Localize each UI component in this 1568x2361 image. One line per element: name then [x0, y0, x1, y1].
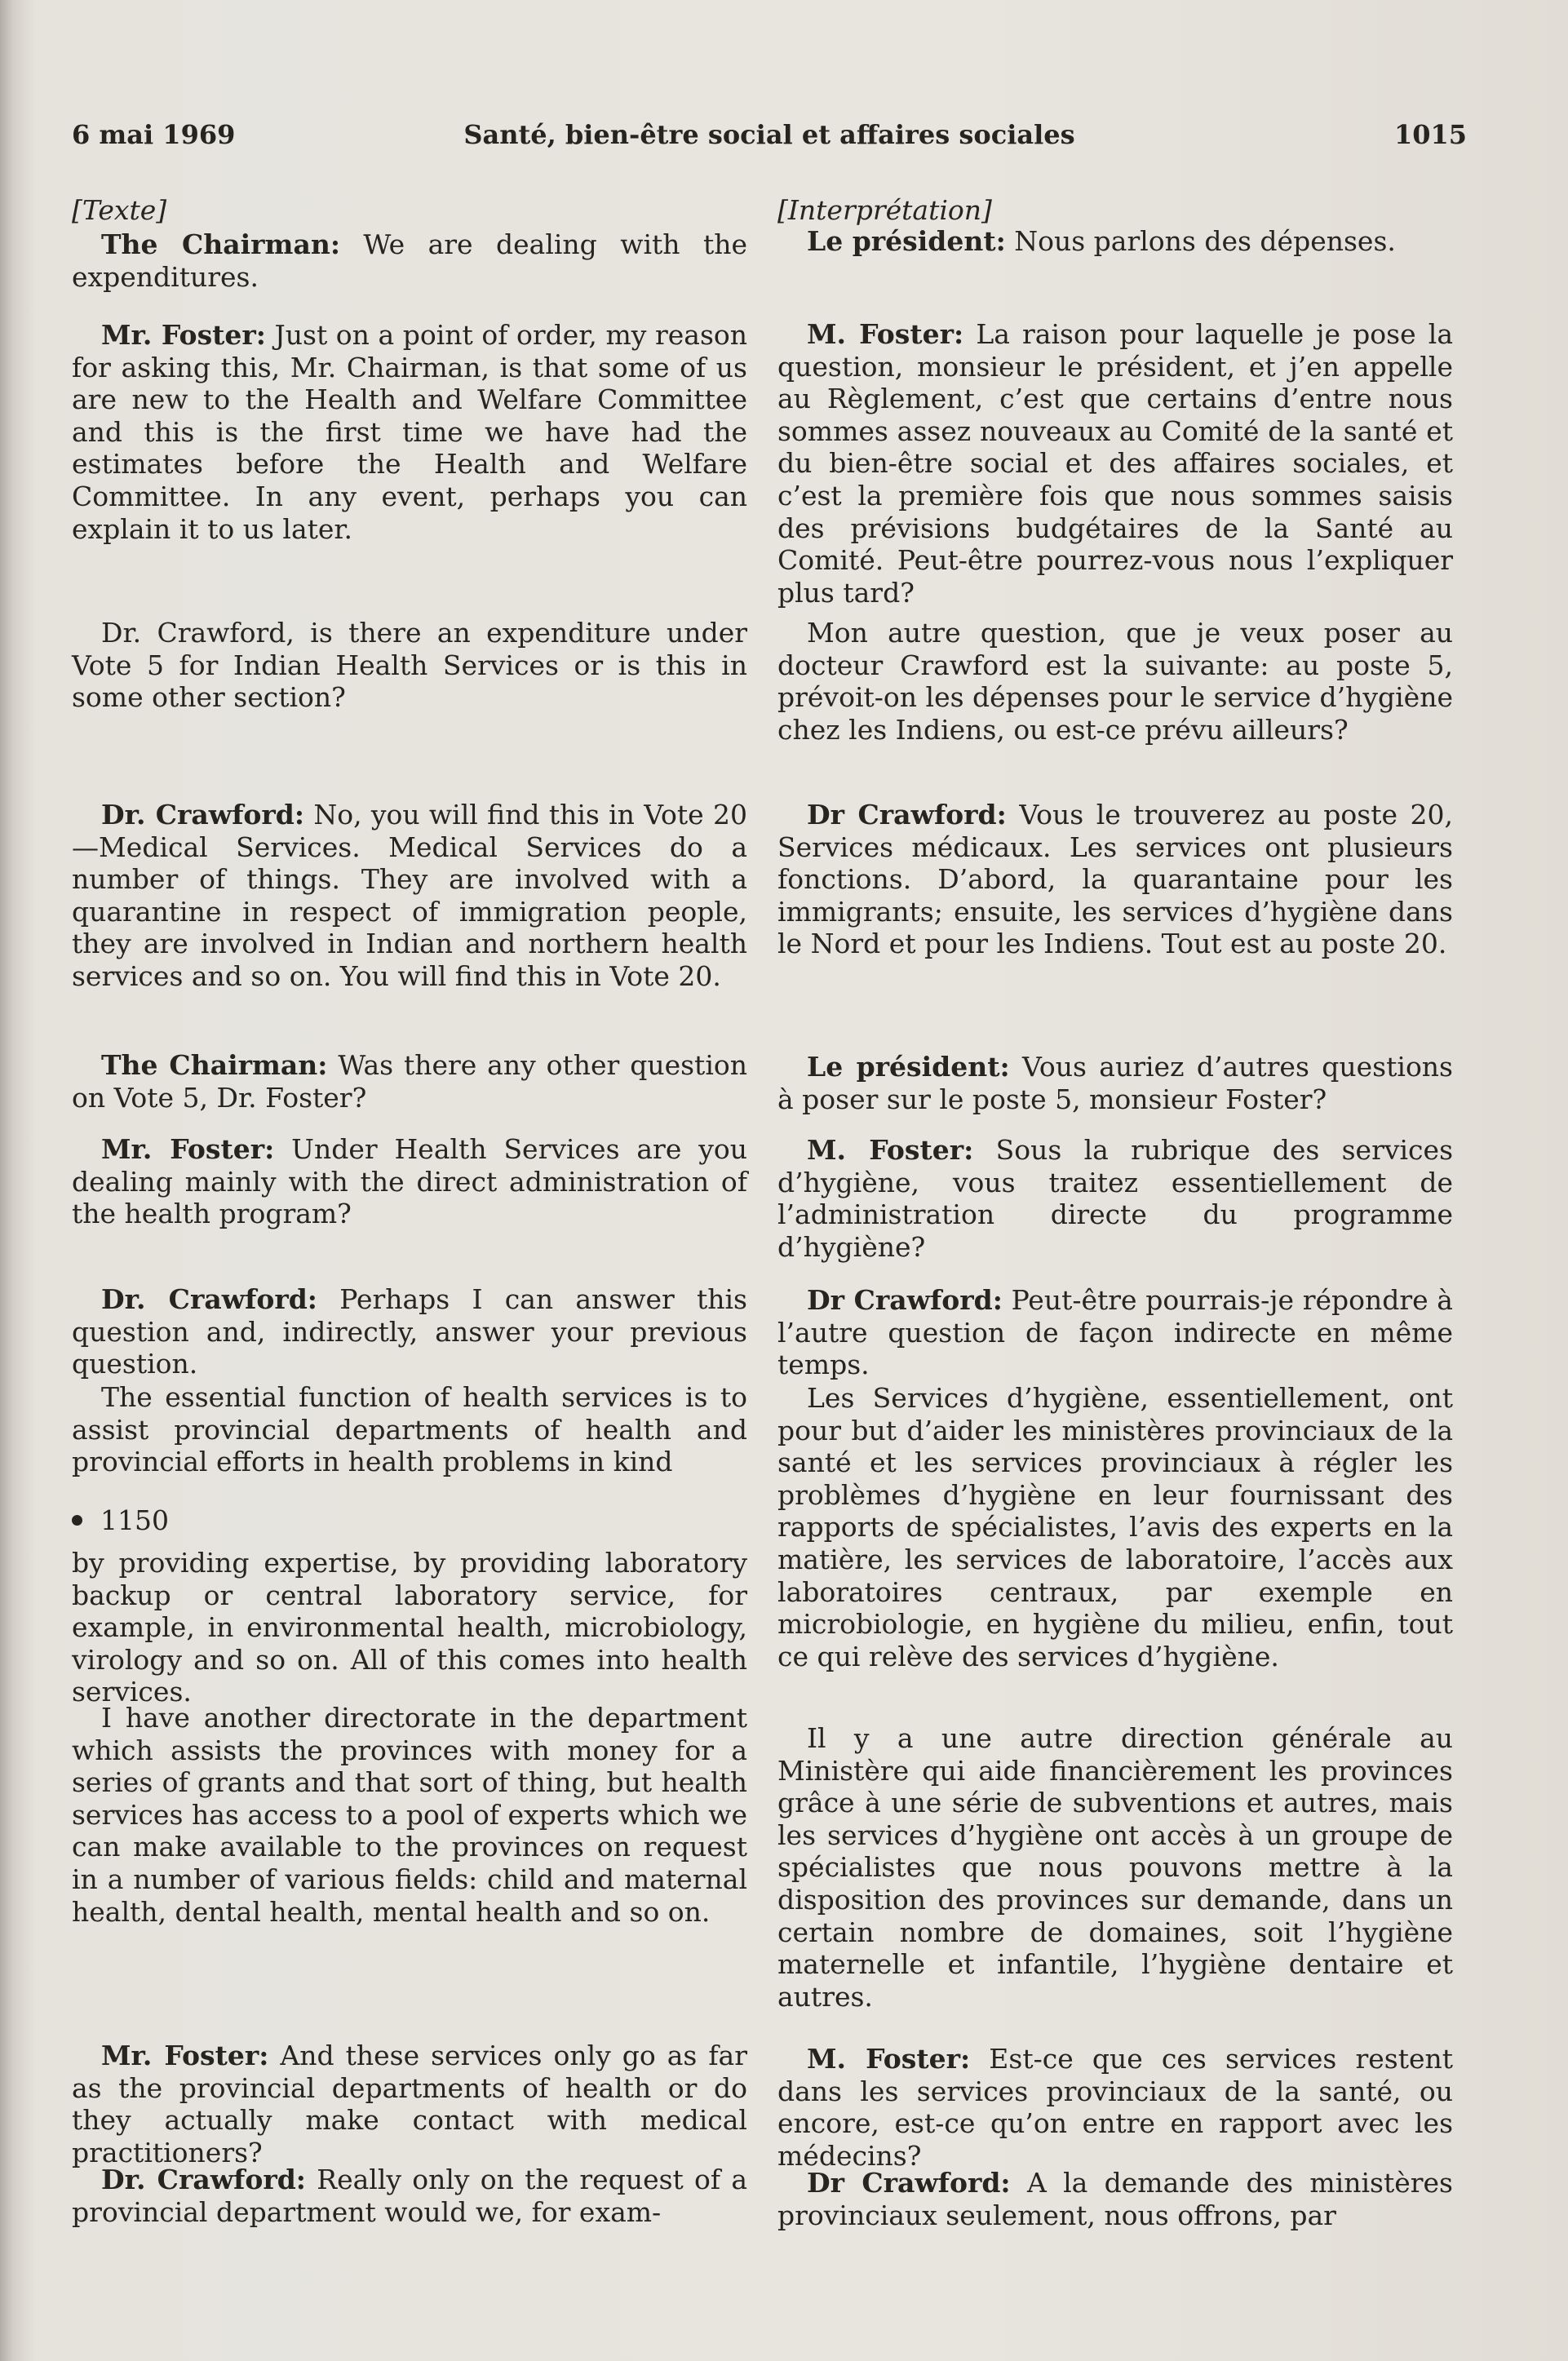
header-title: Santé, bien-être social et affaires sociales [463, 119, 1075, 150]
speaker-name: M. Foster: [807, 1134, 974, 1166]
paragraph [777, 2167, 1453, 2231]
paragraph [72, 1133, 747, 1230]
paragraph-text: Dr. Crawford, is there an expenditure under Vote 5 for Indian Health Services or is this in some other section? [72, 617, 747, 714]
paragraph [777, 1382, 1453, 1672]
paragraph [777, 1051, 1453, 1115]
paragraph-text: by providing expertise, by providing laboratory backup or central laboratory service, for example, in environmental health, microbiology, virology and so on. All of this comes into health services. [72, 1547, 747, 1708]
paragraph [72, 799, 747, 993]
speaker-name: Le président: [807, 1051, 1010, 1083]
paragraph [72, 2040, 747, 2168]
paragraph-text: Was there any other question on Vote 5, Dr. Foster? [72, 1049, 747, 1114]
speaker-name: M. Foster: [807, 318, 964, 350]
paragraph [72, 1283, 747, 1380]
paragraph-text: Mon autre question, que je veux poser au docteur Crawford est la suivante: au poste 5, prévoit-on les dépenses pour le service d’hygiène chez les Indiens, ou est-ce prévu ailleurs? [777, 617, 1453, 746]
speaker-name: The Chairman: [101, 1049, 328, 1081]
paragraph-text: Il y a une autre direction générale au Ministère qui aide financièrement les provinces grâce à une série de subventions et autres, mais les services d’hygiène ont accès à un groupe de spécialistes que nous pouvons mettre à la disposition des provinces sur demande, dans un certain nombre de domaines, soit l’hygiène maternelle et infantile, l’hygiène dentaire et autres. [777, 1722, 1453, 2013]
paragraph [777, 799, 1453, 960]
paragraph [72, 1049, 747, 1114]
speaker-name: Dr. Crawford: [101, 799, 305, 831]
paragraph-text: Vous le trouverez au poste 20, Services médicaux. Les services ont plusieurs fonctions. D’abord, la quarantaine pour les immigrants; ensuite, les services d’hygiène dans le Nord et pour les Indiens. Tout est au poste 20. [777, 799, 1453, 960]
paragraph-text: A la demande des ministères provinciaux seulement, nous offrons, par [777, 2167, 1453, 2231]
paragraph-text: I have another directorate in the department which assists the provinces with money for a series of grants and that sort of thing, but health services has access to a pool of experts which we can make available to the provinces on request in a number of various fields: child and maternal health, dental health, mental health and so on. [72, 1702, 747, 1928]
paragraph-text: Sous la rubrique des services d’hygiène, vous traitez essentiellement de l’administration directe du programme d’hygiène? [777, 1134, 1454, 1263]
paragraph [777, 225, 1453, 258]
speaker-name: Mr. Foster: [101, 2040, 269, 2071]
time-marker [72, 1504, 747, 1537]
paragraph-text: Just on a point of order, my reason for asking this, Mr. Chairman, is that some of us are new to the Health and Welfare Committee and this is the first time we have had the estimates before the Health and Welfare Committee. In any event, perhaps you can explain it to us later. [72, 319, 748, 545]
paragraph [72, 228, 747, 293]
paragraph-text: Perhaps I can answer this question and, indirectly, answer your previous question. [72, 1283, 747, 1380]
paragraph [777, 1134, 1453, 1263]
speaker-name: Dr Crawford: [807, 799, 1007, 831]
paragraph [72, 2164, 747, 2228]
running-header [72, 119, 1467, 160]
header-date: 6 mai 1969 [72, 119, 236, 150]
speaker-name: Le président: [807, 225, 1006, 257]
paragraph [777, 318, 1453, 609]
language-tag-text: [Interprétation] [777, 194, 992, 226]
bullet-icon [72, 1515, 82, 1526]
paragraph [72, 1381, 747, 1478]
language-tag-text: [Texte] [72, 194, 167, 226]
paragraph-text: The essential function of health services is to assist provincial departments of health and provincial efforts in health problems in kind [72, 1381, 747, 1478]
paragraph-text: La raison pour laquelle je pose la question, monsieur le président, et j’en appelle au Règlement, c’est que certains d’entre nous sommes assez nouveaux au Comité de la santé et du bien-être social et des affaires sociales, et c’est la première fois que nous sommes saisis des prévisions budgétaires de la Santé au Comité. Peut-être pourrez-vous nous l’expliquer plus tard? [777, 318, 1453, 609]
paragraph-text: No, you will find this in Vote 20—Medical Services. Medical Services do a number of things. They are involved with a quarantine in respect of immigration people, they are involved in Indian and northern health services and so on. You will find this in Vote 20. [72, 799, 747, 992]
paragraph-text: Vous auriez d’autres questions à poser sur le poste 5, monsieur Foster? [777, 1051, 1453, 1115]
speaker-name: Mr. Foster: [101, 319, 266, 351]
paragraph-text: Est-ce que ces services restent dans les services provinciaux de la santé, ou encore, est-ce qu’on entre en rapport avec les médecins? [777, 2043, 1454, 2172]
paragraph [777, 1284, 1453, 1381]
speaker-name: M. Foster: [807, 2043, 971, 2075]
paragraph [777, 1722, 1453, 2013]
paragraph-text: Really only on the request of a provincial department would we, for exam- [72, 2164, 748, 2228]
paragraph-text: Under Health Services are you dealing mainly with the direct administration of the health program? [72, 1133, 747, 1230]
page-number: 1015 [1393, 119, 1467, 150]
paragraph-text: And these services only go as far as the provincial departments of health or do they actually make contact with medical practitioners? [72, 2040, 748, 2168]
paragraph-text: Peut-être pourrais-je répondre à l’autre question de façon indirecte en même temps. [777, 1284, 1453, 1381]
speaker-name: The Chairman: [101, 228, 340, 260]
speaker-name: Dr Crawford: [807, 1284, 1003, 1316]
speaker-name: Mr. Foster: [101, 1133, 275, 1165]
paragraph [777, 617, 1453, 746]
speaker-name: Dr. Crawford: [101, 1283, 317, 1315]
paragraph [72, 319, 747, 545]
time-marker-text: 1150 [100, 1504, 169, 1536]
paragraph-text: Nous parlons des dépenses. [1014, 225, 1396, 257]
paragraph [72, 1702, 747, 1928]
speaker-name: Dr Crawford: [807, 2167, 1011, 2199]
paragraph-text: We are dealing with the expenditures. [72, 228, 747, 293]
paragraph [72, 1547, 747, 1708]
paragraph [72, 617, 747, 714]
speaker-name: Dr. Crawford: [101, 2164, 306, 2195]
paragraph [777, 2043, 1453, 2172]
paragraph-text: Les Services d’hygiène, essentiellement, ont pour but d’aider les ministères provinciaux de la santé et les services provinciaux à régler les problèmes d’hygiène en leur fournissant des rapports de spécialistes, l’avis des experts en la matière, les services de laboratoire, l’accès aux laboratoires centraux, par exemple en microbiologie, en hygiène du milieu, enfin, tout ce qui relève des services d’hygiène. [777, 1382, 1453, 1672]
